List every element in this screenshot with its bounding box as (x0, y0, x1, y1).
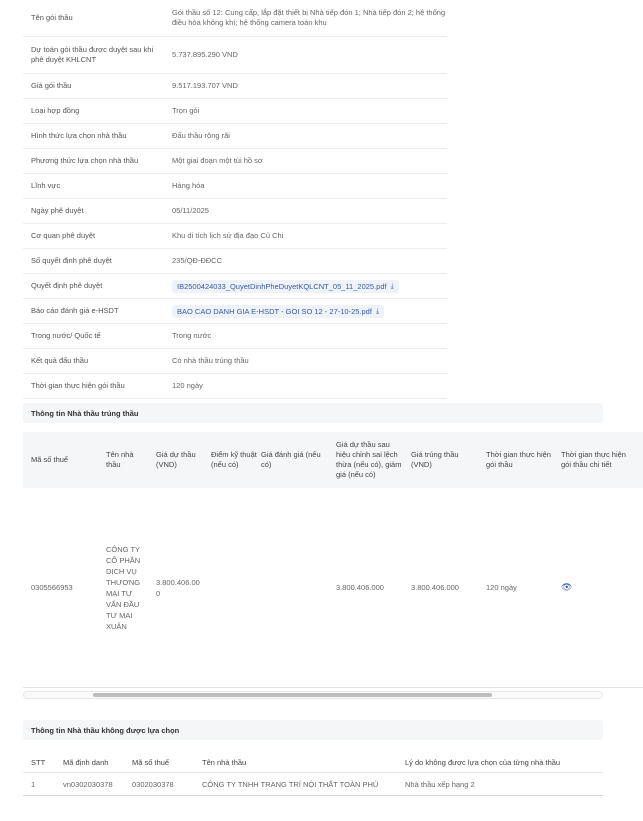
info-label: Tên gói thầu (31, 13, 73, 22)
win-price: 3.800.406.000 (411, 583, 459, 592)
col-id: Mã định danh (63, 757, 109, 767)
table-row (23, 488, 643, 688)
info-label: Giá gói thầu (31, 81, 72, 90)
info-row-package-name (23, 0, 447, 37)
col-duration-detail: Thời gian thực hiện gói thầu chi tiết (561, 450, 626, 469)
eye-icon[interactable]: 👁 (561, 582, 573, 592)
tax-code: 0302030378 (132, 779, 174, 789)
file-name: IB2500424033_QuyetDinhPheDuyetKQLCNT_05_11_2025.pdf (177, 281, 387, 291)
contractor-name: CÔNG TY CỔ PHẦN DỊCH VỤ THƯƠNG MẠI TƯ VẤN ĐẦU TƯ MAI XUÂN (106, 544, 141, 631)
col-duration: Thời gian thực hiện gói thầu (486, 450, 551, 469)
winners-section-title: Thông tin Nhà thầu trúng thầu (23, 403, 603, 423)
bid-price: 3.800.406.000 (156, 577, 200, 598)
info-value: Hàng hóa (172, 181, 205, 190)
info-row-report-file (23, 299, 447, 324)
identifier: vn0302030378 (63, 779, 113, 789)
info-label: Trong nước/ Quốc tế (31, 331, 101, 340)
horizontal-scrollbar[interactable] (23, 691, 603, 699)
info-label: Số quyết định phê duyệt (31, 256, 112, 265)
contractor-name: CÔNG TY TNHH TRANG TRÍ NỘI THẤT TOÀN PHÚ (202, 779, 379, 789)
info-row-estimate (23, 37, 447, 74)
info-row-field (23, 174, 447, 199)
tech-score (211, 488, 257, 687)
download-icon[interactable]: ⤓ (375, 307, 380, 315)
losers-table (23, 752, 603, 796)
info-label: Cơ quan phê duyệt (31, 231, 96, 240)
info-value: 05/11/2025 (172, 206, 209, 215)
info-label: Kết quả đấu thầu (31, 356, 89, 365)
losers-section-title: Thông tin Nhà thầu không được lựa chọn (23, 720, 603, 740)
info-value: Có nhà thầu trúng thầu (172, 356, 249, 365)
info-row-selection-form (23, 124, 447, 149)
info-label: Quyết định phê duyệt (31, 281, 103, 290)
col-eval-price: Giá đánh giá (nếu có) (261, 450, 321, 469)
info-value: Trọn gói (172, 106, 200, 115)
reason: Nhà thầu xếp hạng 2 (405, 779, 475, 789)
scrollbar-thumb[interactable] (93, 693, 492, 697)
tax-code: 0305566953 (31, 583, 73, 592)
info-label: Ngày phê duyệt (31, 206, 84, 215)
info-value: Trong nước (172, 331, 212, 340)
col-win-price: Giá trúng thầu (VND) (411, 450, 459, 469)
col-reason: Lý do không được lựa chọn của từng nhà thầu (405, 757, 561, 767)
report-file-link[interactable] (172, 305, 384, 318)
info-label: Loại hợp đồng (31, 106, 80, 115)
info-label: Dự toán gói thầu được duyệt sau khi phê duyệt KHLCNT (31, 45, 154, 64)
file-name: BAO CAO DANH GIA E-HSDT - GOI SO 12 - 27-10-25.pdf (177, 306, 372, 316)
info-row-approval-agency (23, 224, 447, 249)
col-name: Tên nhà thầu (202, 757, 247, 767)
info-label: Hình thức lựa chọn nhà thầu (31, 131, 127, 140)
info-row-duration (23, 374, 447, 399)
info-row-result (23, 349, 447, 374)
col-tax-code: Mã số thuế (31, 455, 69, 464)
info-label: Lĩnh vực (31, 181, 61, 190)
info-row-selection-method (23, 149, 447, 174)
info-value: Gói thầu số 12: Cung cấp, lắp đặt thiết bị Nhà tiếp đón 1; Nhà tiếp đón 2; hệ thống điều hòa không khí; hệ thống camera toàn khu (172, 8, 446, 27)
info-row-decision-file (23, 274, 447, 299)
info-row-price (23, 74, 447, 99)
winners-table-header (23, 432, 643, 488)
download-icon[interactable]: ⤓ (390, 282, 394, 290)
package-info-table (23, 0, 447, 399)
col-bid-price: Giá dự thầu (VND) (156, 450, 196, 469)
col-tax: Mã số thuế (132, 757, 170, 767)
info-row-contract-type (23, 99, 447, 124)
info-value: Đấu thầu rộng rãi (172, 131, 230, 140)
info-value: 235/QĐ-ĐĐCC (172, 256, 223, 265)
duration: 120 ngày (486, 583, 517, 592)
info-row-decision-number (23, 249, 447, 274)
info-row-approval-date (23, 199, 447, 224)
info-label: Báo cáo đánh giá e-HSDT (31, 306, 119, 315)
info-value: 5.737.895.290 VND (172, 50, 238, 59)
info-label: Thời gian thực hiện gói thầu (31, 381, 125, 390)
table-row (23, 773, 603, 796)
info-value: Một giai đoạn một túi hồ sơ (172, 156, 263, 165)
col-name: Tên nhà thầu (106, 450, 134, 469)
info-value: 9.517.193.707 VND (172, 81, 238, 90)
col-stt: STT (31, 757, 46, 767)
info-value: 120 ngày (172, 381, 203, 390)
eval-price (261, 488, 329, 687)
col-adjusted-price: Giá dự thầu sau hiệu chỉnh sai lệch thừa (nếu có), giảm giá (nếu có) (336, 440, 402, 479)
info-row-domestic (23, 324, 447, 349)
winners-table (23, 432, 626, 687)
info-label: Phương thức lựa chọn nhà thầu (31, 156, 139, 165)
decision-file-link[interactable] (172, 280, 399, 293)
info-value: Khu di tích lịch sử địa đạo Củ Chi (172, 231, 284, 240)
losers-table-header (23, 752, 603, 773)
col-tech-score: Điểm kỹ thuật (nếu có) (211, 450, 257, 469)
stt: 1 (31, 779, 36, 789)
adjusted-price: 3.800.406.000 (336, 583, 384, 592)
